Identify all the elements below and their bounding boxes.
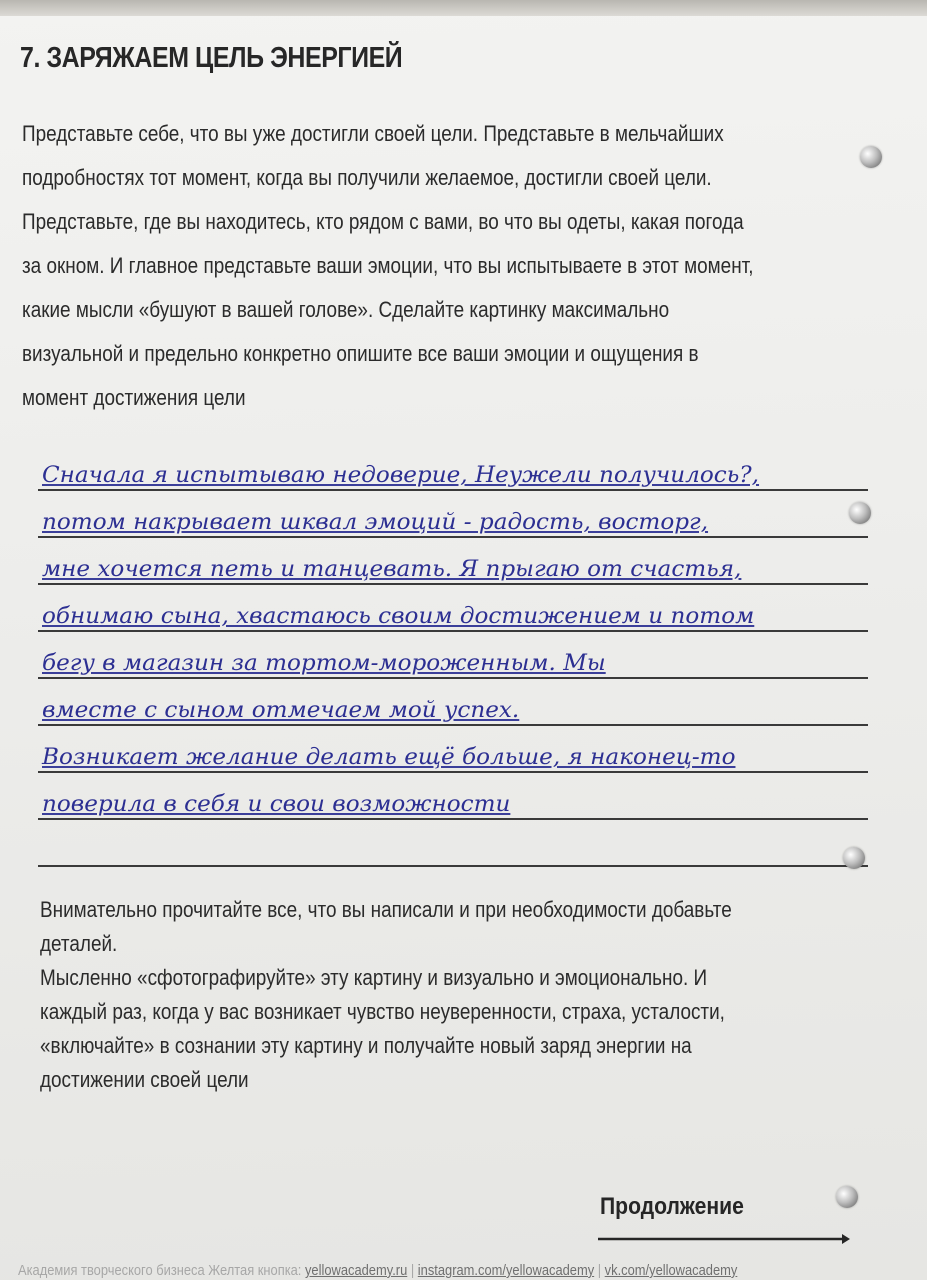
writing-lines bbox=[38, 444, 868, 867]
instructions-paragraph bbox=[40, 893, 880, 1097]
writing-line[interactable] bbox=[38, 820, 868, 867]
outro-line: Мысленно «сфотографируйте» эту картину и визуально и эмоционально. И bbox=[40, 965, 708, 990]
binder-hole bbox=[836, 1186, 858, 1208]
binder-hole bbox=[843, 847, 865, 869]
footer-text: Академия творческого бизнеса Желтая кнопка: bbox=[18, 1262, 305, 1279]
intro-line: какие мысли «бушуют в вашей голове». Сделайте картинку максимально bbox=[22, 297, 670, 322]
binder-hole bbox=[860, 146, 882, 168]
writing-line[interactable] bbox=[38, 632, 868, 679]
intro-line: за окном. И главное представьте ваши эмоции, что вы испытываете в этот момент, bbox=[22, 253, 754, 278]
intro-line: визуальной и предельно конкретно опишите все ваши эмоции и ощущения в bbox=[22, 341, 699, 366]
page-footer bbox=[18, 1262, 737, 1279]
footer-link-site[interactable]: yellowacademy.ru bbox=[304, 1262, 408, 1279]
arrow-right-icon bbox=[598, 1234, 850, 1244]
footer-link-vk[interactable]: vk.com/yellowacademy bbox=[604, 1262, 738, 1279]
writing-line[interactable] bbox=[38, 773, 868, 820]
intro-line: Представьте, где вы находитесь, кто рядом с вами, во что вы одеты, какая погода bbox=[22, 209, 744, 234]
intro-line: подробностях тот момент, когда вы получили желаемое, достигли своей цели. bbox=[22, 165, 712, 190]
outro-line: каждый раз, когда у вас возникает чувство неуверенности, страха, усталости, bbox=[40, 999, 725, 1024]
continue-link[interactable]: Продолжение bbox=[600, 1193, 744, 1220]
footer-separator: | bbox=[407, 1262, 418, 1279]
handwritten-text: поверила в себя и свои возможности bbox=[42, 792, 511, 817]
intro-line: Представьте себе, что вы уже достигли своей цели. Представьте в мельчайших bbox=[22, 121, 724, 146]
writing-line[interactable] bbox=[38, 679, 868, 726]
handwritten-text: бегу в магазин за тортом-мороженным. Мы bbox=[42, 651, 606, 676]
handwritten-text: вместе с сыном отмечаем мой успех. bbox=[42, 698, 520, 723]
writing-line[interactable] bbox=[38, 726, 868, 773]
handwritten-text: мне хочется петь и танцевать. Я прыгаю от счастья, bbox=[42, 557, 742, 582]
section-title: 7. ЗАРЯЖАЕМ ЦЕЛЬ ЭНЕРГИЕЙ bbox=[20, 42, 403, 74]
outro-line: деталей. bbox=[40, 931, 118, 956]
writing-line[interactable] bbox=[38, 538, 868, 585]
outro-line: Внимательно прочитайте все, что вы написали и при необходимости добавьте bbox=[40, 897, 732, 922]
writing-line[interactable] bbox=[38, 585, 868, 632]
footer-separator: | bbox=[594, 1262, 605, 1279]
handwritten-text: обнимаю сына, хвастаюсь своим достижением и потом bbox=[42, 604, 755, 629]
intro-line: момент достижения цели bbox=[22, 385, 246, 410]
handwritten-text: Возникает желание делать ещё больше, я наконец-то bbox=[42, 745, 736, 770]
handwritten-text: потом накрывает шквал эмоций - радость, восторг, bbox=[42, 510, 709, 535]
outro-line: «включайте» в сознании эту картину и получайте новый заряд энергии на bbox=[40, 1033, 692, 1058]
binder-hole bbox=[849, 502, 871, 524]
page-top-edge bbox=[0, 0, 927, 16]
intro-paragraph bbox=[22, 112, 902, 420]
handwritten-text: Сначала я испытываю недоверие, Неужели получилось?, bbox=[42, 463, 760, 488]
writing-line[interactable] bbox=[38, 491, 868, 538]
outro-line: достижении своей цели bbox=[40, 1067, 249, 1092]
writing-line[interactable] bbox=[38, 444, 868, 491]
footer-link-instagram[interactable]: instagram.com/yellowacademy bbox=[417, 1262, 595, 1279]
